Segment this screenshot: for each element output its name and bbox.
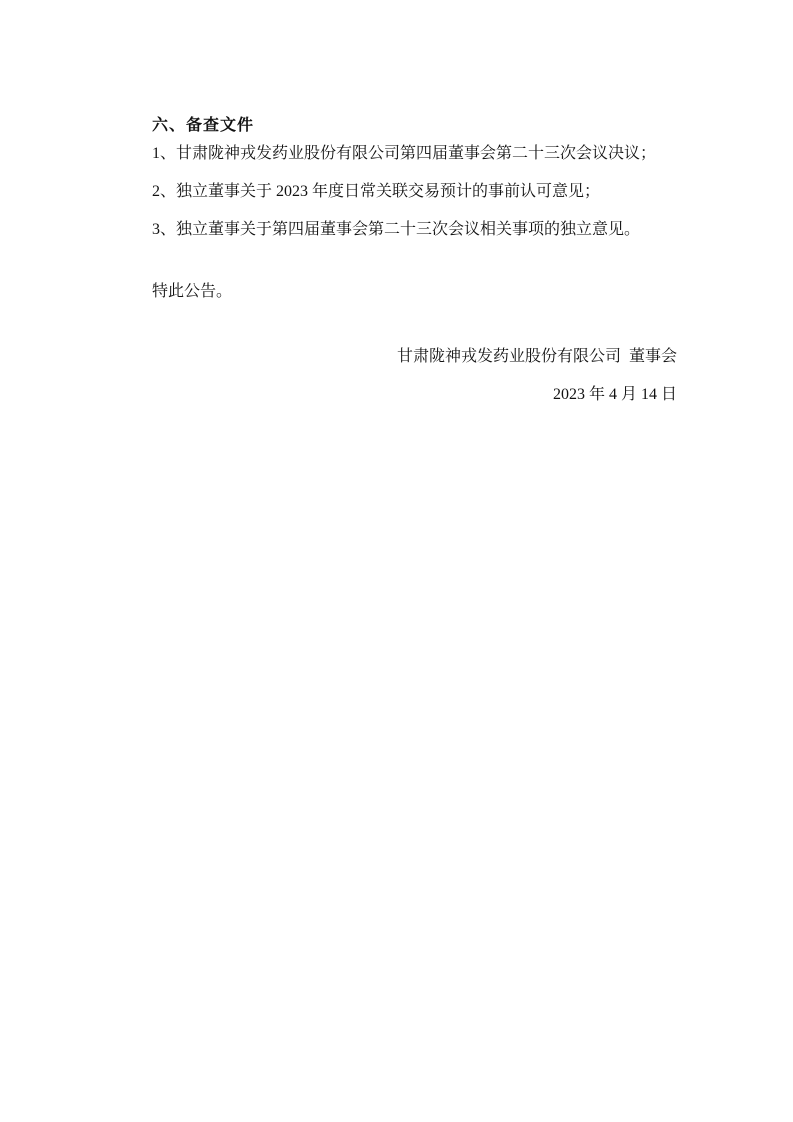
list-item: 2、独立董事关于 2023 年度日常关联交易预计的事前认可意见； <box>152 183 601 200</box>
list-item: 1、甘肃陇神戎发药业股份有限公司第四届董事会第二十三次会议决议； <box>152 145 657 162</box>
closing-statement: 特此公告。 <box>152 283 233 300</box>
company-signature: 甘肃陇神戎发药业股份有限公司 董事会 <box>396 348 677 365</box>
signature-date: 2023 年 4 月 14 日 <box>552 386 677 403</box>
list-item: 3、独立董事关于第四届董事会第二十三次会议相关事项的独立意见。 <box>152 221 641 238</box>
section-heading: 六、备查文件 <box>152 117 255 134</box>
